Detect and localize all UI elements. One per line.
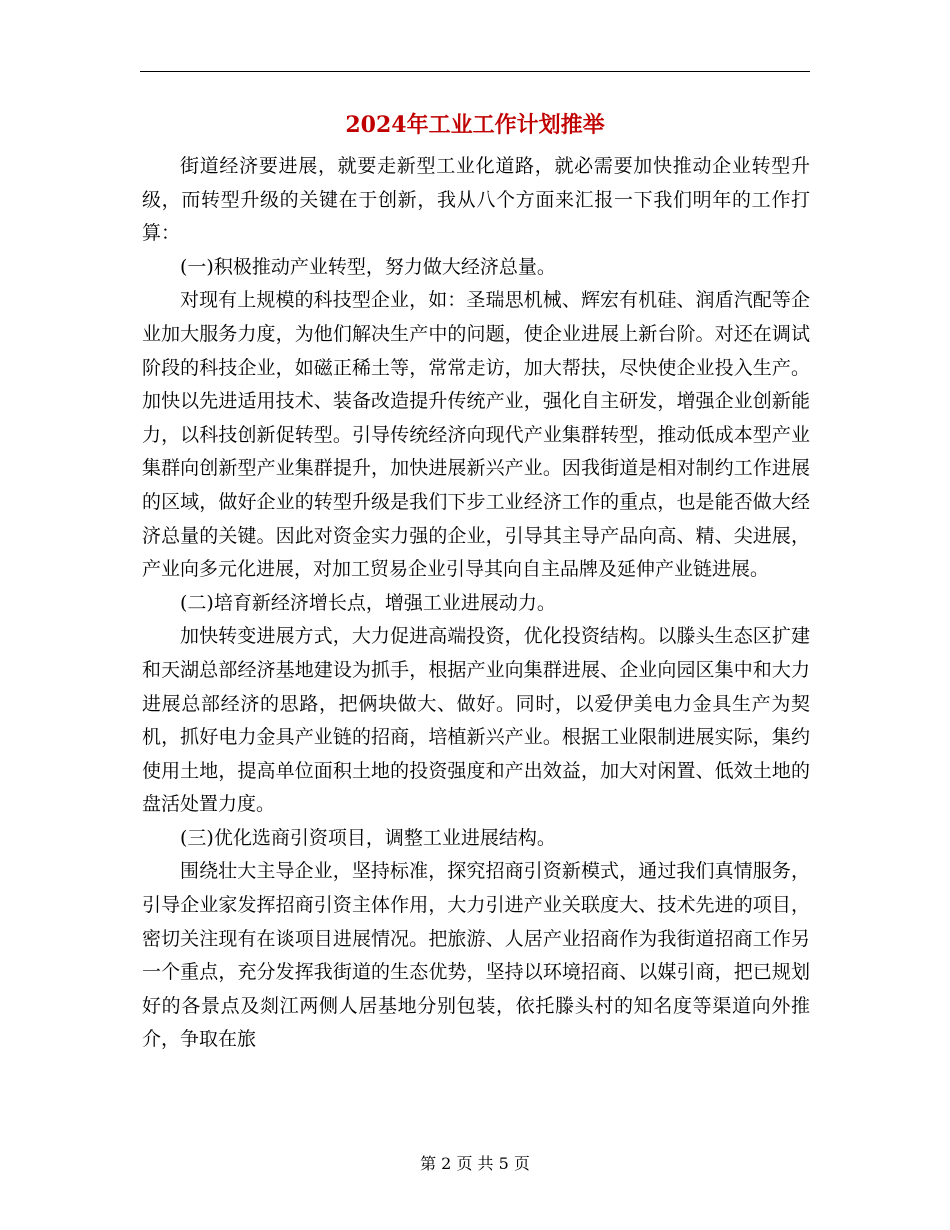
- paragraph-section-2: 加快转变进展方式，大力促进高端投资，优化投资结构。以滕头生态区扩建和天湖总部经济基地建设为抓手，根据产业向集群进展、企业向园区集中和大力进展总部经济的思路，把俩块做大、做好。同时，以爱伊美电力金具生产为契机，抓好电力金具产业链的招商，培植新兴产业。根据工业限制进展实际，集约使用土地，提高单位面积土地的投资强度和产出效益，加大对闲置、低效土地的盘活处置力度。: [142, 625, 810, 816]
- section-heading-3: (三)优化选商引资项目，调整工业进展结构。: [180, 826, 556, 849]
- header-rule: [140, 71, 810, 72]
- section-heading-2: (二)培育新经济增长点，增强工业进展动力。: [180, 591, 556, 614]
- document-title: 2024年工业工作计划推举: [345, 112, 605, 138]
- section-heading-1: (一)积极推动产业转型，努力做大经济总量。: [180, 255, 556, 278]
- paragraph-section-3: 围绕壮大主导企业，坚持标准，探究招商引资新模式，通过我们真情服务，引导企业家发挥招商引资主体作用，大力引进产业关联度大、技术先进的项目，密切关注现有在谈项目进展情况。把旅游、人居产业招商作为我街道招商工作另一个重点，充分发挥我街道的生态优势，坚持以环境招商、以媒引商，把已规划好的各景点及剡江两侧人居基地分别包装，依托滕头村的知名度等渠道向外推介，争取在旅: [142, 860, 810, 1051]
- page-footer: 第 2 页 共 5 页: [420, 1154, 530, 1173]
- document-body: [142, 150, 810, 1057]
- paragraph-intro: 街道经济要进展，就要走新型工业化道路，就必需要加快推动企业转型升级，而转型升级的关键在于创新，我从八个方面来汇报一下我们明年的工作打算：: [142, 155, 810, 245]
- paragraph-section-1: 对现有上规模的科技型企业，如：圣瑞思机械、辉宏有机硅、润盾汽配等企业加大服务力度，为他们解决生产中的问题，使企业进展上新台阶。对还在调试阶段的科技企业，如磁正稀土等，常常走访，加大帮扶，尽快使企业投入生产。加快以先进适用技术、装备改造提升传统产业，强化自主研发，增强企业创新能力，以科技创新促转型。引导传统经济向现代产业集群转型，推动低成本型产业集群向创新型产业集群提升，加快进展新兴产业。因我街道是相对制约工作进展的区域，做好企业的转型升级是我们下步工业经济工作的重点，也是能否做大经济总量的关键。因此对资金实力强的企业，引导其主导产品向高、精、尖进展，产业向多元化进展，对加工贸易企业引导其向自主品牌及延伸产业链进展。: [142, 289, 810, 581]
